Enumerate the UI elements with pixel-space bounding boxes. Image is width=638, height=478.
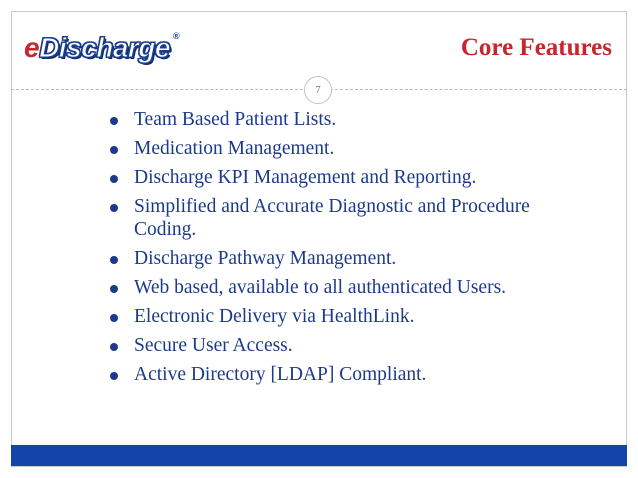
- feature-item: [104, 305, 574, 328]
- bullet-dot-icon: [110, 204, 118, 212]
- logo-wordmark: Discharge: [39, 32, 170, 63]
- feature-text: Electronic Delivery via HealthLink.: [134, 306, 415, 327]
- feature-text: Discharge KPI Management and Reporting.: [134, 167, 477, 188]
- feature-text: Team Based Patient Lists.: [134, 109, 337, 130]
- bullet-dot-icon: [110, 256, 118, 264]
- feature-item: [104, 108, 574, 131]
- feature-text: Discharge Pathway Management.: [134, 248, 397, 269]
- bullet-dot-icon: [110, 117, 118, 125]
- feature-text: Web based, available to all authenticated Users.: [134, 277, 507, 298]
- feature-item: [104, 276, 574, 299]
- page-number-badge: 7: [304, 76, 332, 104]
- feature-item: [104, 137, 574, 160]
- feature-item: [104, 195, 574, 241]
- edischarge-logo: [24, 31, 180, 63]
- logo-e: e: [24, 32, 40, 63]
- feature-item: [104, 363, 574, 386]
- feature-list: [104, 108, 574, 392]
- bullet-dot-icon: [110, 175, 118, 183]
- feature-text: Secure User Access.: [134, 335, 293, 356]
- bullet-dot-icon: [110, 146, 118, 154]
- feature-item: [104, 166, 574, 189]
- feature-item: [104, 334, 574, 357]
- footer-bar: [11, 445, 627, 466]
- bullet-dot-icon: [110, 314, 118, 322]
- feature-item: [104, 247, 574, 270]
- registered-mark: ®: [172, 31, 180, 41]
- bullet-dot-icon: [110, 285, 118, 293]
- feature-text: Simplified and Accurate Diagnostic and Procedure Coding.: [134, 196, 530, 240]
- feature-text: Medication Management.: [134, 138, 335, 159]
- slide-title: Core Features: [460, 34, 612, 61]
- bullet-dot-icon: [110, 343, 118, 351]
- bullet-dot-icon: [110, 372, 118, 380]
- feature-text: Active Directory [LDAP] Compliant.: [134, 364, 427, 385]
